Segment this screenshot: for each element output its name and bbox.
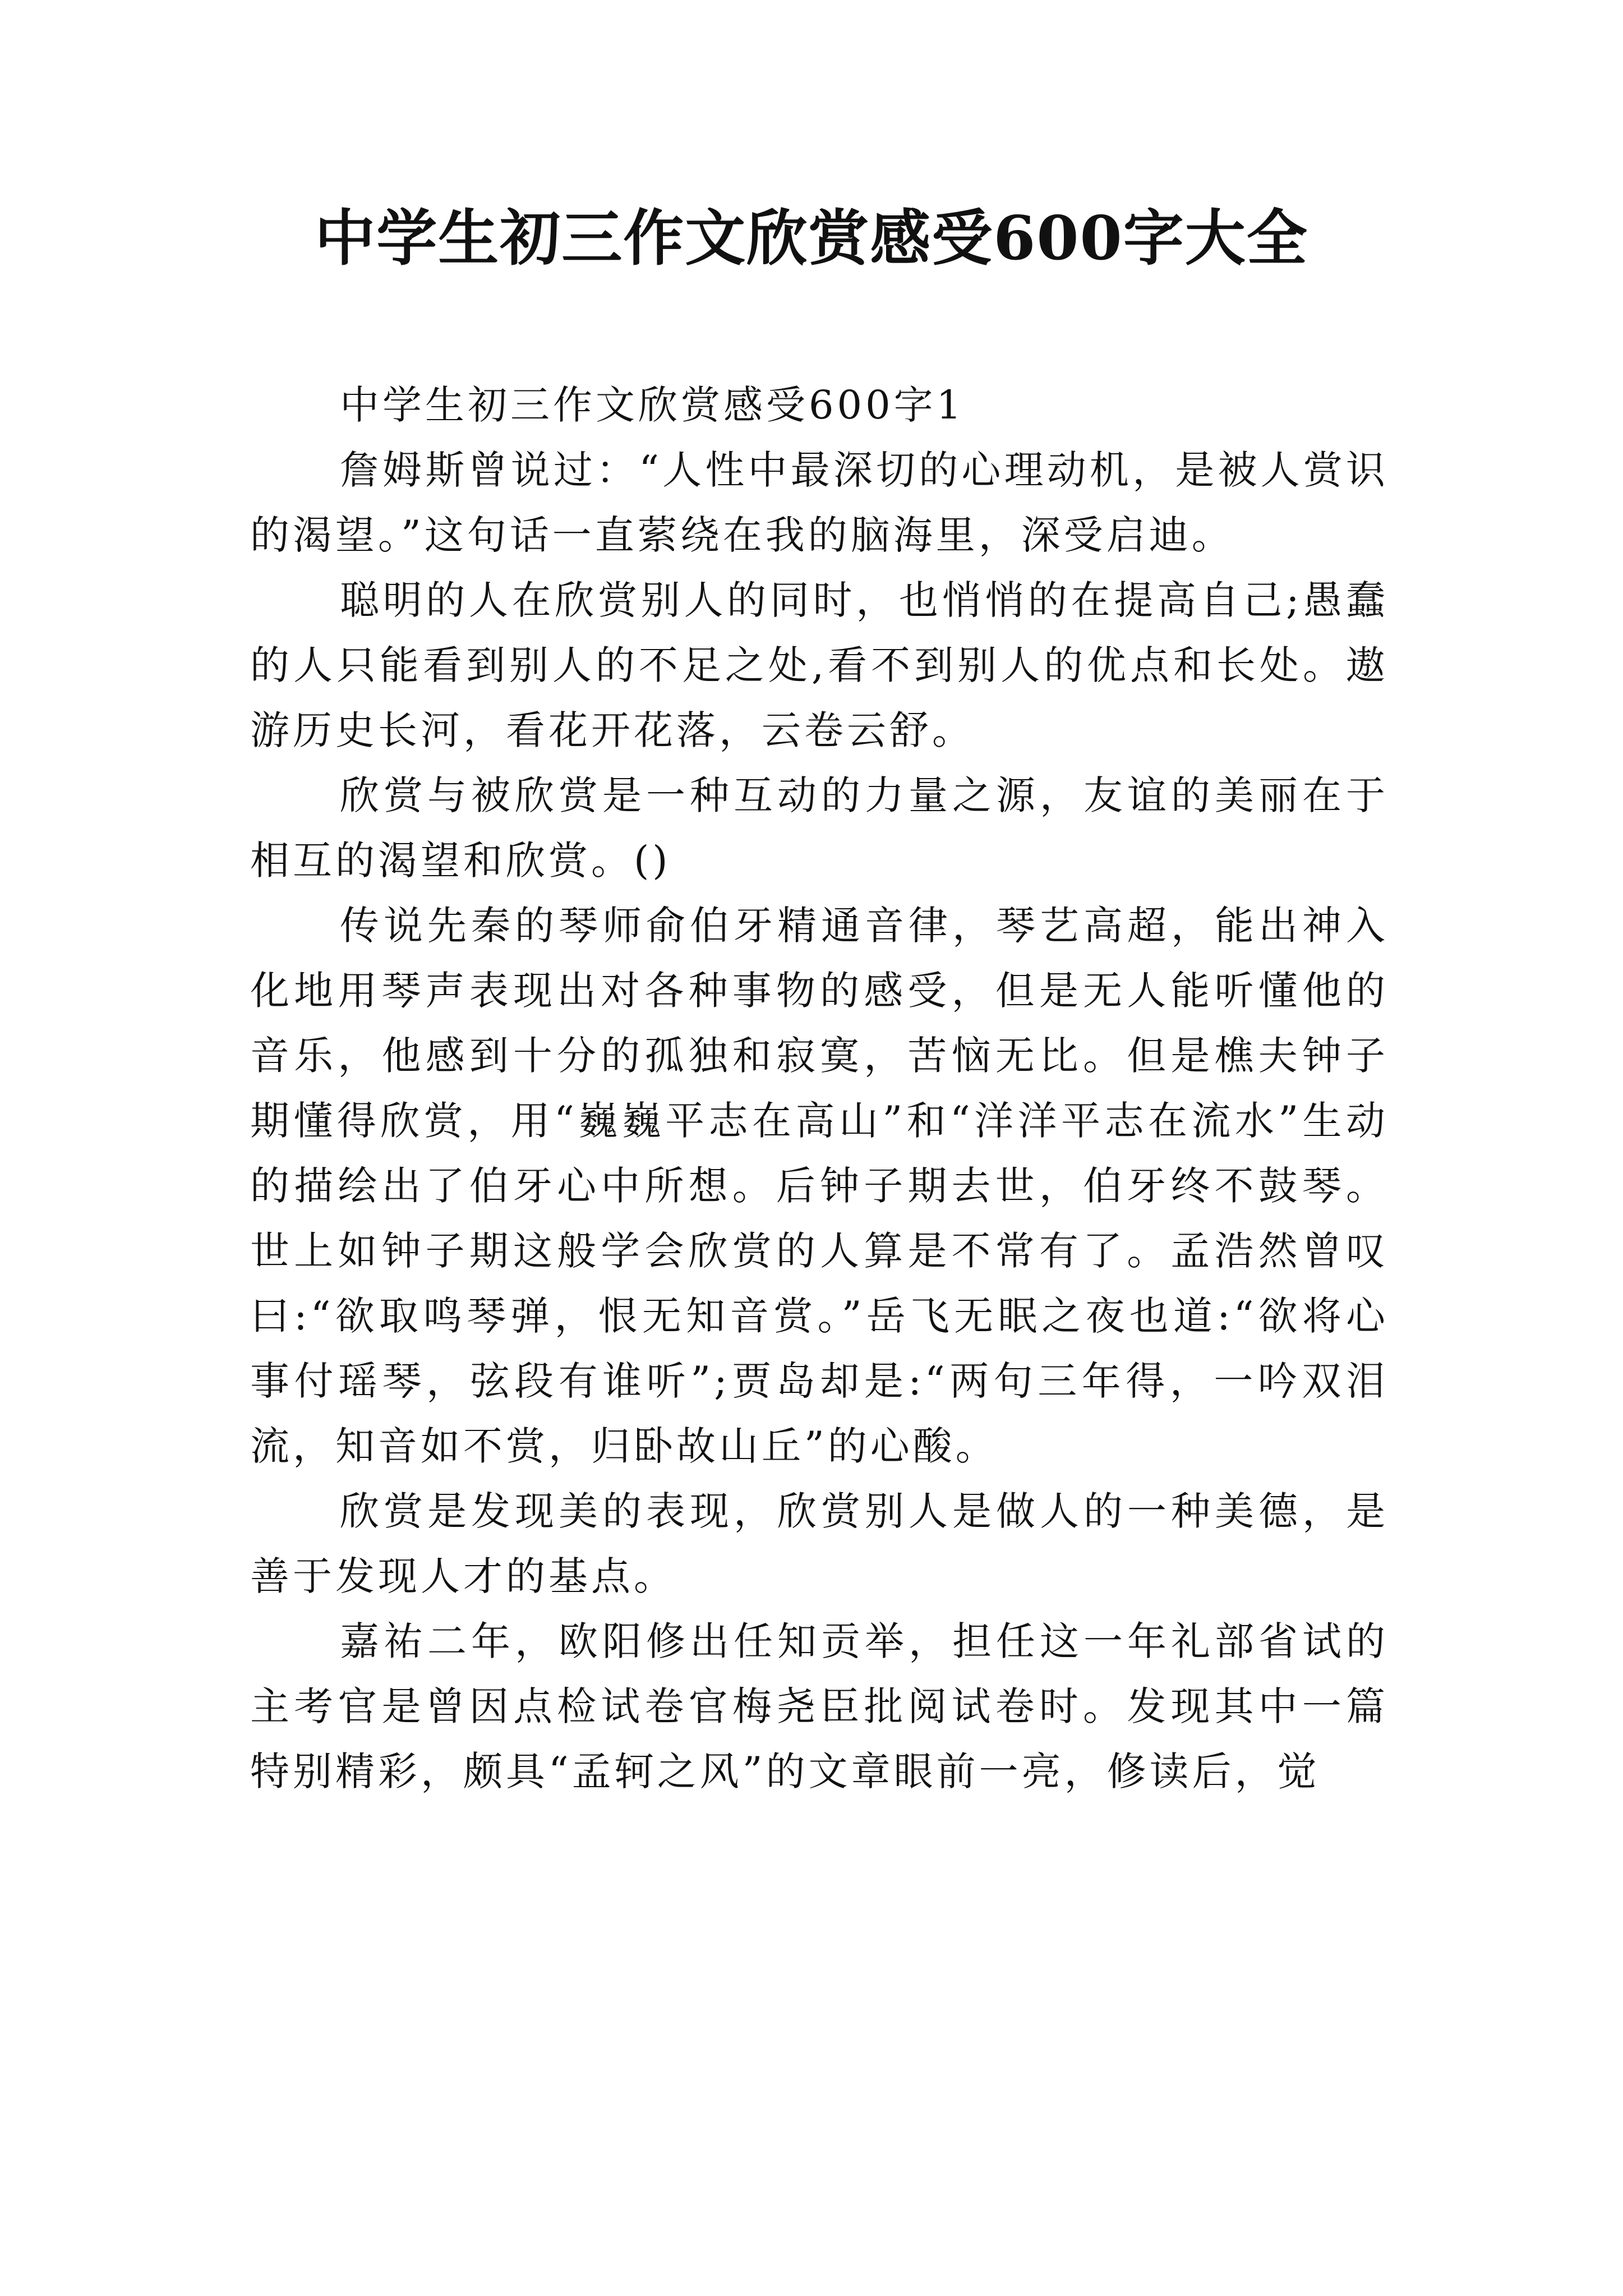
section-heading: 中学生初三作文欣赏感受600字1 <box>340 382 965 428</box>
paragraph: 传说先秦的琴师俞伯牙精通音律，琴艺高超，能出神入化地用琴声表现出对各种事物的感受，但是无人能听懂他的音乐，他感到十分的孤独和寂寞，苦恼无比。但是樵夫钟子期懂得欣赏，用“巍巍平志在高山”和“洋洋平志在流水”生动的描绘出了伯牙心中所想。后钟子期去世，伯牙终不鼓琴。世上如钟子期这般学会欣赏的人算是不常有了。孟浩然曾叹曰:“欲取鸣琴弹，恨无知音赏。”岳飞无眠之夜也道:“欲将心事付瑶琴，弦段有谁听”;贾岛却是:“两句三年得，一吟双泪流，知音如不赏，归卧故山丘”的心酸。 <box>250 903 1389 1469</box>
paragraph: 詹姆斯曾说过：“人性中最深切的心理动机，是被人赏识的渴望。”这句话一直萦绕在我的脑海里，深受启迪。 <box>250 447 1389 558</box>
paragraph: 聪明的人在欣赏别人的同时，也悄悄的在提高自己;愚蠢的人只能看到别人的不足之处,看不到别人的优点和长处。遨游历史长河，看花开花落，云卷云舒。 <box>250 577 1389 753</box>
paragraph: 嘉祐二年，欧阳修出任知贡举，担任这一年礼部省试的主考官是曾因点检试卷官梅尧臣批阅试卷时。发现其中一篇特别精彩，颇具“孟轲之风”的文章眼前一亮，修读后，觉 <box>250 1618 1389 1795</box>
paragraph: 欣赏是发现美的表现，欣赏别人是做人的一种美德，是善于发现人才的基点。 <box>250 1488 1389 1599</box>
document-body <box>250 372 1389 1804</box>
document-title: 中学生初三作文欣赏感受600字大全 <box>315 203 1308 274</box>
paragraph: 欣赏与被欣赏是一种互动的力量之源，友谊的美丽在于相互的渴望和欣赏。() <box>250 772 1389 884</box>
